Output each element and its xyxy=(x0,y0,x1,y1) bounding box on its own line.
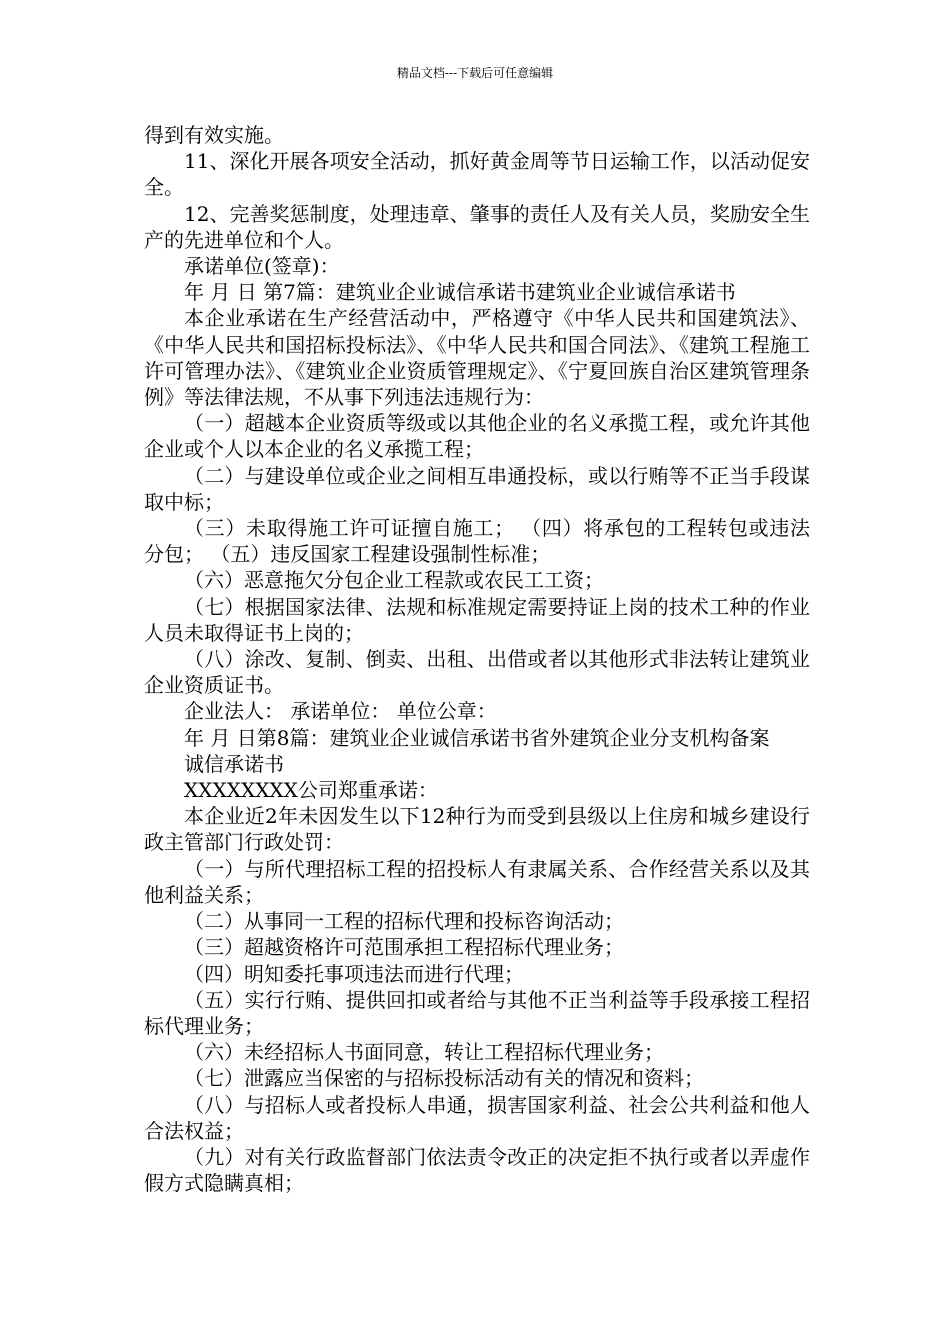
company-line: XXXXXXXX公司郑重承诺： xyxy=(184,778,438,803)
paragraph: 11、深化开展各项安全活动，抓好黄金周等节日运输工作，以活动促安全。 xyxy=(144,149,810,200)
list-item: （七）泄露应当保密的与招标投标活动有关的情况和资料； xyxy=(184,1066,704,1091)
section-heading: 年 月 日 第7篇：建筑业企业诚信承诺书建筑业企业诚信承诺书 xyxy=(184,280,736,305)
section-heading: 年 月 日第8篇：建筑业企业诚信承诺书省外建筑企业分支机构备案 xyxy=(184,725,770,750)
list-item: （一）超越本企业资质等级或以其他企业的名义承揽工程，或允许其他企业或个人以本企业的名义承揽工程； xyxy=(144,411,810,462)
list-item: （四）明知委托事项违法而进行代理； xyxy=(184,961,524,986)
document-title: 诚信承诺书 xyxy=(184,751,284,776)
list-item: （六）未经招标人书面同意，转让工程招标代理业务； xyxy=(184,1040,664,1065)
list-item: （三）未取得施工许可证擅自施工； （四）将承包的工程转包或违法分包； （五）违反国家工程建设强制性标准； xyxy=(144,516,810,567)
list-item: （三）超越资格许可范围承担工程招标代理业务； xyxy=(184,935,624,960)
list-item: （九）对有关行政监督部门依法责令改正的决定拒不执行或者以弄虚作假方式隐瞒真相； xyxy=(144,1144,810,1196)
page-header: 精品文档---下载后可任意编辑 xyxy=(396,66,554,80)
list-item: （六）恶意拖欠分包企业工程款或农民工工资； xyxy=(184,568,604,593)
signature-line: 企业法人： 承诺单位： 单位公章： xyxy=(184,699,497,724)
paragraph: 本企业承诺在生产经营活动中，严格遵守《中华人民共和国建筑法》、《中华人民共和国招标投标法》、《中华人民共和国合同法》、《建筑工程施工许可管理办法》、《建筑业企业资质管理规定》、《宁夏回族自治区建筑管理条例》等法律法规，不从事下列违法违规行为： xyxy=(144,306,810,410)
signature-line: 承诺单位(签章)： xyxy=(184,254,340,279)
document-body xyxy=(144,122,810,1196)
list-item: （二）与建设单位或企业之间相互串通投标，或以行贿等不正当手段谋取中标； xyxy=(144,463,810,514)
list-item: （一）与所代理招标工程的招投标人有隶属关系、合作经营关系以及其他利益关系； xyxy=(144,856,810,907)
paragraph: 本企业近2年未因发生以下12种行为而受到县级以上住房和城乡建设行政主管部门行政处罚： xyxy=(144,804,810,855)
list-item: （八）涂改、复制、倒卖、出租、出借或者以其他形式非法转让建筑业企业资质证书。 xyxy=(144,647,810,698)
list-item: （二）从事同一工程的招标代理和投标咨询活动； xyxy=(184,909,624,934)
paragraph: 12、完善奖惩制度，处理违章、肇事的责任人及有关人员，奖励安全生产的先进单位和个人。 xyxy=(144,201,810,252)
list-item: （八）与招标人或者投标人串通，损害国家利益、社会公共利益和他人合法权益； xyxy=(144,1092,810,1143)
paragraph: 得到有效实施。 xyxy=(144,123,284,147)
list-item: （五）实行行贿、提供回扣或者给与其他不正当利益等手段承接工程招标代理业务； xyxy=(144,987,810,1038)
list-item: （七）根据国家法律、法规和标准规定需要持证上岗的技术工种的作业人员未取得证书上岗的； xyxy=(144,594,810,645)
